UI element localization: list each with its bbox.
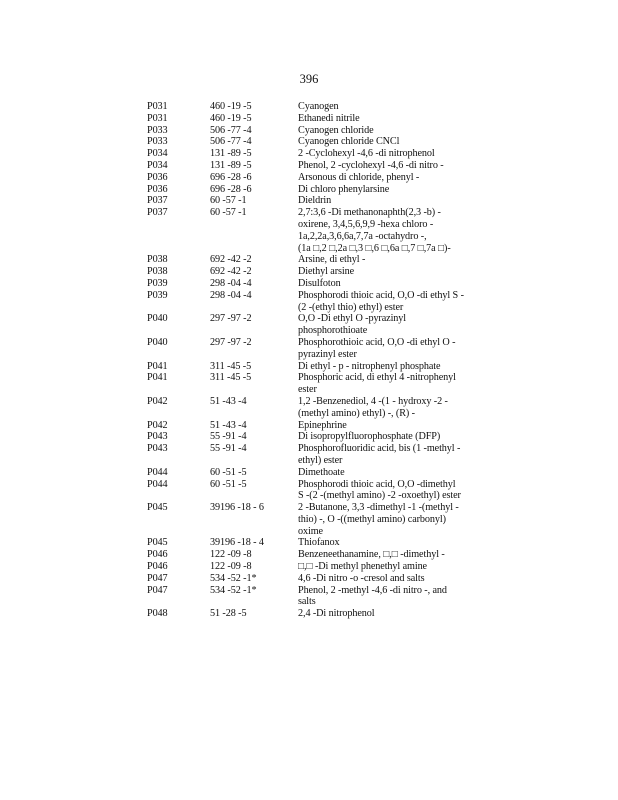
cas-number: 298 -04 -4 — [210, 277, 252, 289]
substance-name-line: phosphorothioate — [298, 325, 368, 337]
substance-name-line: (1a □,2 □,2a □,3 □,6 □,6a □,7 □,7a □)- — [298, 242, 451, 254]
substance-name-line: oxirene, 3,4,5,6,9,9 -hexa chloro - — [298, 218, 434, 230]
cas-number: 460 -19 -5 — [210, 112, 252, 124]
cas-number: 298 -04 -4 — [210, 289, 252, 301]
waste-code: P042 — [147, 395, 168, 407]
waste-code: P040 — [147, 336, 168, 348]
cas-number: 60 -51 -5 — [210, 478, 247, 490]
cas-number: 51 -43 -4 — [210, 419, 247, 431]
list-row — [147, 608, 497, 620]
substance-name — [298, 266, 488, 278]
cas-number: 122 -09 -8 — [210, 549, 252, 561]
substance-name — [298, 372, 488, 396]
substance-name-line: pyrazinyl ester — [298, 348, 357, 360]
substance-name-line: Cyanogen — [298, 101, 339, 112]
waste-code: P041 — [147, 372, 168, 384]
cas-number: 534 -52 -1* — [210, 572, 257, 584]
substance-name — [298, 361, 488, 373]
substance-name — [298, 537, 488, 549]
substance-name-line: ester — [298, 384, 317, 396]
list-row — [147, 172, 497, 184]
list-row — [147, 148, 497, 160]
substance-name — [298, 608, 488, 620]
substance-name — [298, 467, 488, 479]
cas-number: 131 -89 -5 — [210, 148, 252, 160]
waste-code: P040 — [147, 313, 168, 325]
cas-number: 122 -09 -8 — [210, 561, 252, 573]
substance-name-line: Phenol, 2 -cyclohexyl -4,6 -di nitro - — [298, 159, 444, 171]
cas-number: 311 -45 -5 — [210, 372, 252, 384]
waste-code: P033 — [147, 124, 168, 136]
substance-name — [298, 254, 488, 266]
substance-name — [298, 573, 488, 585]
waste-code: P047 — [147, 572, 168, 584]
substance-name — [298, 195, 488, 207]
list-row — [147, 160, 497, 172]
substance-name-line: S -(2 -(methyl amino) -2 -oxoethyl) ester — [298, 490, 461, 502]
cas-number: 39196 -18 - 4 — [210, 537, 264, 549]
waste-code: P036 — [147, 171, 168, 183]
list-row — [147, 372, 497, 396]
waste-code: P048 — [147, 608, 168, 620]
substance-name-line: 2 -Cyclohexyl -4,6 -di nitrophenol — [298, 148, 435, 160]
waste-code: P046 — [147, 549, 168, 561]
substance-name — [298, 278, 488, 290]
substance-name — [298, 561, 488, 573]
list-row — [147, 113, 497, 125]
substance-name — [298, 502, 488, 537]
waste-code: P033 — [147, 136, 168, 148]
substance-name-line: Arsine, di ethyl - — [298, 254, 366, 266]
substance-name-line: O,O -Di ethyl O -pyrazinyl — [298, 313, 407, 325]
substance-name-line: Phenol, 2 -methyl -4,6 -di nitro -, and — [298, 584, 447, 596]
waste-code: P044 — [147, 466, 168, 478]
waste-code: P039 — [147, 289, 168, 301]
substance-name-line: Phosphorothioic acid, O,O -di ethyl O - — [298, 336, 456, 348]
substance-name-line: 2 -Butanone, 3,3 -dimethyl -1 -(methyl - — [298, 502, 459, 514]
substance-name-line: Benzeneethanamine, □,□ -dimethyl - — [298, 549, 445, 561]
substance-name — [298, 396, 488, 420]
substance-name-line: Dieldrin — [298, 195, 332, 207]
list-row — [147, 431, 497, 443]
substance-name — [298, 113, 488, 125]
substance-name-line: Phosphorodi thioic acid, O,O -dimethyl — [298, 478, 456, 490]
cas-number: 460 -19 -5 — [210, 101, 252, 112]
substance-name — [298, 136, 488, 148]
list-row — [147, 573, 497, 585]
substance-name — [298, 207, 488, 254]
list-row — [147, 207, 497, 254]
waste-code: P037 — [147, 207, 168, 219]
substance-name-line: ethyl) ester — [298, 454, 343, 466]
substance-name — [298, 125, 488, 137]
substance-name — [298, 160, 488, 172]
waste-code: P045 — [147, 537, 168, 549]
cas-number: 696 -28 -6 — [210, 171, 252, 183]
waste-code: P043 — [147, 431, 168, 443]
substance-name-line: (2 -(ethyl thio) ethyl) ester — [298, 301, 404, 313]
list-row — [147, 313, 497, 337]
waste-code: P034 — [147, 148, 168, 160]
waste-code: P046 — [147, 561, 168, 573]
list-row — [147, 420, 497, 432]
list-row — [147, 136, 497, 148]
substance-name — [298, 313, 488, 337]
substance-name-line: Epinephrine — [298, 419, 347, 431]
substance-name — [298, 337, 488, 361]
list-row — [147, 361, 497, 373]
substance-name — [298, 290, 488, 314]
substance-name — [298, 148, 488, 160]
list-row — [147, 479, 497, 503]
list-row — [147, 443, 497, 467]
cas-number: 696 -28 -6 — [210, 183, 252, 195]
cas-number: 39196 -18 - 6 — [210, 502, 264, 514]
substance-name — [298, 184, 488, 196]
list-row — [147, 278, 497, 290]
substance-name — [298, 443, 488, 467]
cas-number: 297 -97 -2 — [210, 336, 252, 348]
waste-code: P042 — [147, 419, 168, 431]
list-row — [147, 396, 497, 420]
substance-name — [298, 549, 488, 561]
waste-code: P047 — [147, 584, 168, 596]
cas-number: 51 -43 -4 — [210, 395, 247, 407]
cas-number: 55 -91 -4 — [210, 443, 247, 455]
waste-code: P031 — [147, 101, 168, 112]
list-row — [147, 125, 497, 137]
substance-name-line: Ethanedi nitrile — [298, 112, 360, 124]
cas-number: 55 -91 -4 — [210, 431, 247, 443]
waste-code: P038 — [147, 254, 168, 266]
list-row — [147, 537, 497, 549]
list-row — [147, 337, 497, 361]
cas-number: 692 -42 -2 — [210, 266, 252, 278]
substance-name-line: Thiofanox — [298, 537, 340, 549]
waste-code: P039 — [147, 277, 168, 289]
cas-number: 60 -57 -1 — [210, 207, 247, 219]
list-row — [147, 254, 497, 266]
list-row — [147, 290, 497, 314]
waste-code: P041 — [147, 360, 168, 372]
substance-name — [298, 101, 488, 113]
substance-name-line: Diethyl arsine — [298, 266, 355, 278]
substance-name-line: Di isopropylfluorophosphate (DFP) — [298, 431, 441, 443]
cas-number: 692 -42 -2 — [210, 254, 252, 266]
substance-name-line: salts — [298, 596, 316, 608]
substance-name-line: (methyl amino) ethyl) -, (R) - — [298, 407, 415, 419]
waste-code: P043 — [147, 443, 168, 455]
substance-name-line: Cyanogen chloride — [298, 124, 374, 136]
substance-name — [298, 479, 488, 503]
substance-name-line: thio) -, O -((methyl amino) carbonyl) — [298, 513, 446, 525]
substance-name-line: Cyanogen chloride CNCl — [298, 136, 400, 148]
substance-name — [298, 585, 488, 609]
list-row — [147, 549, 497, 561]
substance-name-line: Disulfoton — [298, 277, 341, 289]
cas-number: 51 -28 -5 — [210, 608, 247, 620]
waste-code: P037 — [147, 195, 168, 207]
list-row — [147, 101, 497, 113]
list-row — [147, 184, 497, 196]
list-row — [147, 195, 497, 207]
waste-code: P036 — [147, 183, 168, 195]
cas-number: 297 -97 -2 — [210, 313, 252, 325]
substance-name-line: 1,2 -Benzenediol, 4 -(1 - hydroxy -2 - — [298, 395, 448, 407]
substance-name-line: Phosphorodi thioic acid, O,O -di ethyl S - — [298, 289, 464, 301]
substance-name-line: 1a,2,2a,3,6,6a,7,7a -octahydro -, — [298, 230, 427, 242]
substance-name — [298, 172, 488, 184]
list-row — [147, 502, 497, 537]
waste-code: P034 — [147, 159, 168, 171]
substance-name — [298, 431, 488, 443]
substance-name-line: Phosphorofluoridic acid, bis (1 -methyl - — [298, 443, 461, 455]
substance-name — [298, 420, 488, 432]
list-row — [147, 266, 497, 278]
list-row — [147, 467, 497, 479]
page-number: 396 — [299, 72, 319, 86]
substance-name-line: oxime — [298, 525, 323, 537]
waste-code: P044 — [147, 478, 168, 490]
substance-name-line: Dimethoate — [298, 466, 345, 478]
cas-number: 60 -57 -1 — [210, 195, 247, 207]
cas-number: 534 -52 -1* — [210, 584, 257, 596]
cas-number: 311 -45 -5 — [210, 360, 252, 372]
list-row — [147, 585, 497, 609]
substance-name-line: Di chloro phenylarsine — [298, 183, 390, 195]
waste-code: P031 — [147, 112, 168, 124]
substance-name-line: 2,7:3,6 -Di methanonaphth(2,3 -b) - — [298, 207, 441, 219]
waste-code: P038 — [147, 266, 168, 278]
substance-name-line: Phosphoric acid, di ethyl 4 -nitrophenyl — [298, 372, 456, 384]
cas-number: 506 -77 -4 — [210, 124, 252, 136]
cas-number: 60 -51 -5 — [210, 466, 247, 478]
list-row — [147, 561, 497, 573]
cas-number: 506 -77 -4 — [210, 136, 252, 148]
substance-name-line: 4,6 -Di nitro -o -cresol and salts — [298, 572, 425, 584]
hazardous-waste-list — [147, 101, 497, 620]
substance-name-line: □,□ -Di methyl phenethyl amine — [298, 561, 427, 573]
substance-name-line: Arsonous di chloride, phenyl - — [298, 171, 420, 183]
cas-number: 131 -89 -5 — [210, 159, 252, 171]
substance-name-line: Di ethyl - p - nitrophenyl phosphate — [298, 360, 441, 372]
substance-name-line: 2,4 -Di nitrophenol — [298, 608, 375, 620]
waste-code: P045 — [147, 502, 168, 514]
